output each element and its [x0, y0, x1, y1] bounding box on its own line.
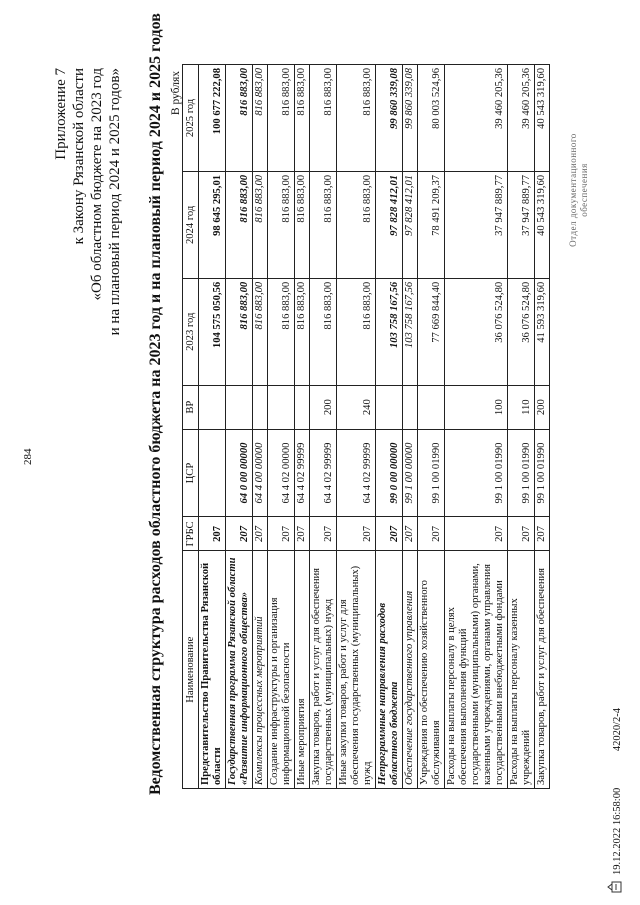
cell-grbs: 207 — [226, 517, 253, 551]
cell-vr — [403, 385, 418, 429]
table-row — [376, 65, 403, 789]
cell-2025: 816 883,00 — [337, 65, 376, 172]
printer-logo-icon — [607, 881, 623, 893]
cell-grbs: 207 — [376, 517, 403, 551]
appendix-line: к Закону Рязанской области — [71, 68, 87, 245]
page-number: 284 — [22, 448, 34, 465]
cell-2024: 816 883,00 — [337, 171, 376, 278]
cell-2024: 816 883,00 — [295, 171, 310, 278]
cell-grbs: 207 — [403, 517, 418, 551]
cell-2023: 36 076 524,80 — [508, 278, 535, 385]
cell-name: Учреждения по обеспечению хозяйственного обслуживания — [418, 551, 445, 789]
cell-vr: 240 — [337, 385, 376, 429]
table-row — [535, 65, 550, 789]
cell-name: Расходы на выплаты персоналу в целях обеспечения выполнения функций государственными (муниципальными) органами, казенными учреждениями, органами управления государственными внебюджетными фондами — [445, 551, 508, 789]
cell-2023: 816 883,00 — [226, 278, 253, 385]
appendix-line: и на плановый период 2024 и 2025 годов» — [107, 68, 123, 336]
cell-2025: 100 677 222,08 — [199, 65, 226, 172]
table-row — [418, 65, 445, 789]
table-row — [403, 65, 418, 789]
cell-csr: 64 0 00 00000 — [226, 429, 253, 517]
cell-grbs: 207 — [268, 517, 295, 551]
cell-grbs: 207 — [253, 517, 268, 551]
cell-2023: 36 076 524,80 — [445, 278, 508, 385]
cell-2023: 77 669 844,40 — [418, 278, 445, 385]
cell-2023: 816 883,00 — [253, 278, 268, 385]
cell-2023: 104 575 050,56 — [199, 278, 226, 385]
table-row — [295, 65, 310, 789]
units-label: В рублях — [170, 71, 182, 116]
header-2025: 2025 год — [183, 65, 199, 172]
cell-2025: 816 883,00 — [268, 65, 295, 172]
cell-2024: 816 883,00 — [310, 171, 337, 278]
cell-vr — [268, 385, 295, 429]
header-name: Наименование — [183, 551, 199, 789]
table-row — [199, 65, 226, 789]
stamp-line: обеспечения — [579, 163, 589, 217]
cell-2025: 99 860 339,08 — [403, 65, 418, 172]
cell-name: Представительство Правительства Рязанской области — [199, 551, 226, 789]
stamp-line: Отдел документационного — [568, 133, 578, 247]
footer-doc-code: 42020/2-4 — [612, 707, 623, 752]
cell-vr — [253, 385, 268, 429]
cell-2024: 78 491 209,37 — [418, 171, 445, 278]
cell-2023: 816 883,00 — [268, 278, 295, 385]
cell-csr: 99 1 00 01990 — [418, 429, 445, 517]
cell-2024: 98 645 295,01 — [199, 171, 226, 278]
cell-vr: 110 — [508, 385, 535, 429]
cell-vr — [418, 385, 445, 429]
cell-grbs: 207 — [199, 517, 226, 551]
cell-2023: 103 758 167,56 — [376, 278, 403, 385]
cell-name: Комплексы процессных мероприятий — [253, 551, 268, 789]
cell-2024: 816 883,00 — [268, 171, 295, 278]
table-row — [337, 65, 376, 789]
cell-grbs: 207 — [445, 517, 508, 551]
cell-vr — [376, 385, 403, 429]
appendix-line: «Об областном бюджете на 2023 год — [89, 68, 105, 301]
cell-vr: 200 — [310, 385, 337, 429]
table-row — [268, 65, 295, 789]
table-row — [253, 65, 268, 789]
appendix-line: Приложение 7 — [53, 68, 69, 160]
cell-name: Расходы на выплаты персоналу казенных учреждений — [508, 551, 535, 789]
cell-grbs: 207 — [310, 517, 337, 551]
header-csr: ЦСР — [183, 429, 199, 517]
table-row — [226, 65, 253, 789]
cell-vr — [295, 385, 310, 429]
cell-csr: 99 1 00 00000 — [403, 429, 418, 517]
cell-vr — [199, 385, 226, 429]
cell-grbs: 207 — [535, 517, 550, 551]
cell-name: Непрограммные направления расходов областного бюджета — [376, 551, 403, 789]
cell-2024: 40 543 319,60 — [535, 171, 550, 278]
cell-name: Создание инфраструктуры и организация информационной безопасности — [268, 551, 295, 789]
cell-2025: 816 883,00 — [253, 65, 268, 172]
cell-2025: 39 460 205,36 — [445, 65, 508, 172]
cell-2024: 97 828 412,01 — [403, 171, 418, 278]
cell-2023: 103 758 167,56 — [403, 278, 418, 385]
cell-2023: 816 883,00 — [310, 278, 337, 385]
cell-csr: 64 4 02 99999 — [295, 429, 310, 517]
cell-2025: 39 460 205,36 — [508, 65, 535, 172]
cell-grbs: 207 — [295, 517, 310, 551]
footer-datetime: 19.12.2022 16:58:00 — [612, 787, 623, 875]
cell-csr: 64 4 02 99999 — [337, 429, 376, 517]
cell-csr: 64 4 02 00000 — [268, 429, 295, 517]
cell-2024: 816 883,00 — [253, 171, 268, 278]
header-2023: 2023 год — [183, 278, 199, 385]
cell-2025: 816 883,00 — [295, 65, 310, 172]
cell-2025: 816 883,00 — [310, 65, 337, 172]
cell-name: Закупка товаров, работ и услуг для обеспечения — [535, 551, 550, 789]
cell-csr: 99 0 00 00000 — [376, 429, 403, 517]
cell-csr: 64 4 02 99999 — [310, 429, 337, 517]
cell-2025: 99 860 339,08 — [376, 65, 403, 172]
document-title: Ведомственная структура расходов областного бюджета на 2023 год и на плановый период 2024 и 2025 годов — [147, 13, 164, 795]
cell-csr — [199, 429, 226, 517]
cell-name: Государственная программа Рязанской области «Развитие информационного общества» — [226, 551, 253, 789]
cell-2023: 41 593 319,60 — [535, 278, 550, 385]
cell-name: Закупка товаров, работ и услуг для обеспечения государственных (муниципальных) нужд — [310, 551, 337, 789]
cell-2023: 816 883,00 — [337, 278, 376, 385]
footer-meta — [612, 674, 623, 875]
cell-2024: 37 947 889,77 — [508, 171, 535, 278]
cell-name: Иные закупки товаров, работ и услуг для обеспечения государственных (муниципальных) нужд — [337, 551, 376, 789]
cell-grbs: 207 — [508, 517, 535, 551]
table-row — [445, 65, 508, 789]
cell-vr: 200 — [535, 385, 550, 429]
cell-2025: 40 543 319,60 — [535, 65, 550, 172]
department-stamp — [568, 115, 590, 265]
table-row — [508, 65, 535, 789]
cell-name: Иные мероприятия — [295, 551, 310, 789]
cell-2023: 816 883,00 — [295, 278, 310, 385]
table-header-row — [183, 65, 199, 789]
cell-vr: 100 — [445, 385, 508, 429]
cell-2024: 816 883,00 — [226, 171, 253, 278]
cell-csr: 99 1 00 01990 — [535, 429, 550, 517]
cell-name: Обеспечение государственного управления — [403, 551, 418, 789]
budget-table — [182, 64, 550, 789]
cell-vr — [226, 385, 253, 429]
cell-2024: 97 828 412,01 — [376, 171, 403, 278]
cell-2025: 816 883,00 — [226, 65, 253, 172]
header-vr: ВР — [183, 385, 199, 429]
appendix-block — [52, 68, 124, 335]
cell-grbs: 207 — [418, 517, 445, 551]
table-row — [310, 65, 337, 789]
cell-grbs: 207 — [337, 517, 376, 551]
header-grbs: ГРБС — [183, 517, 199, 551]
cell-csr: 99 1 00 01990 — [508, 429, 535, 517]
header-2024: 2024 год — [183, 171, 199, 278]
cell-csr: 99 1 00 01990 — [445, 429, 508, 517]
cell-csr: 64 4 00 00000 — [253, 429, 268, 517]
cell-2025: 80 003 524,96 — [418, 65, 445, 172]
cell-2024: 37 947 889,77 — [445, 171, 508, 278]
